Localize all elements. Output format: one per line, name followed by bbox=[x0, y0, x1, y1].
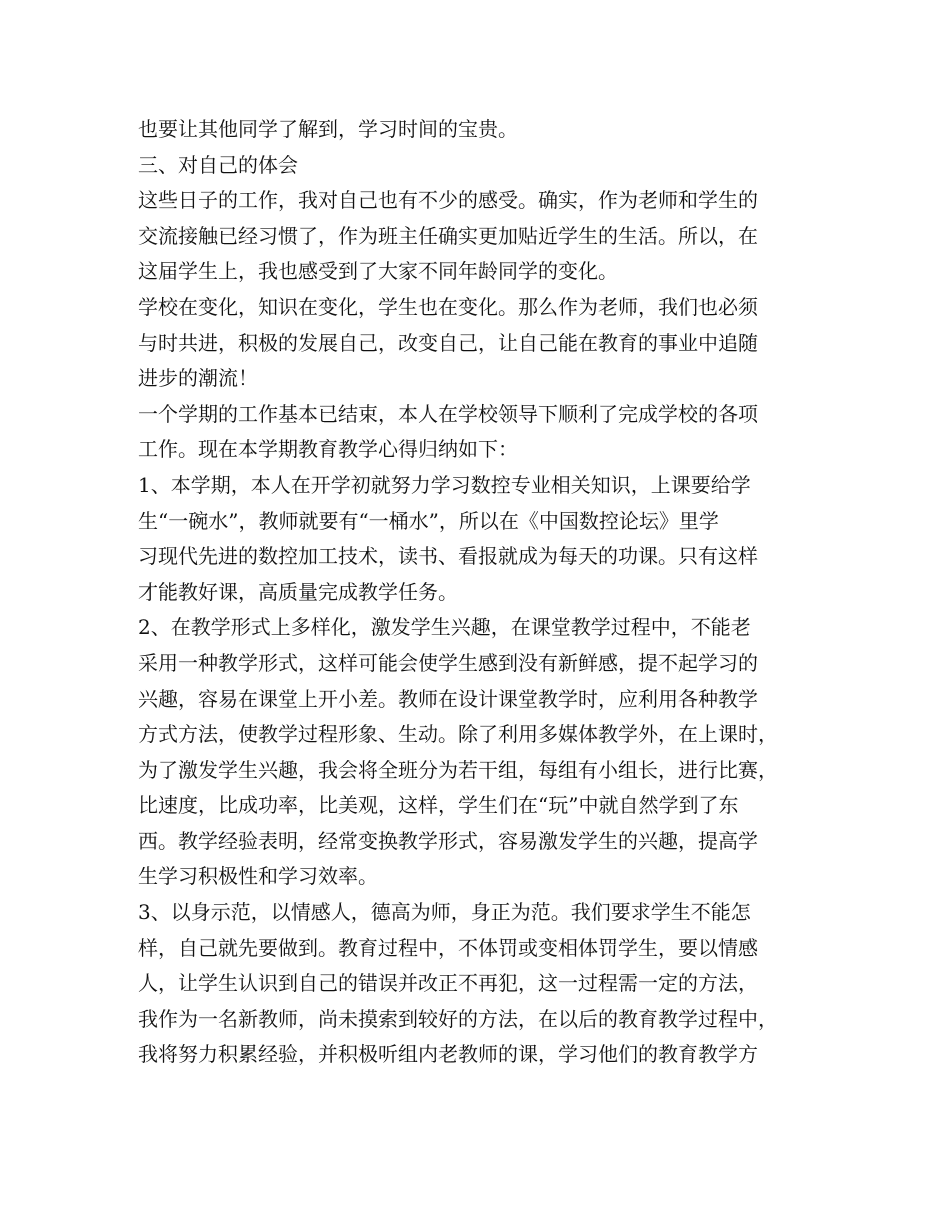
text-line: 人，让学生认识到自己的错误并改正不再犯，这一过程需一定的方法， bbox=[138, 971, 758, 996]
text-line: 也要让其他同学了解到，学习时间的宝贵。 bbox=[138, 117, 518, 141]
text-line: 兴趣，容易在课堂上开小差。教师在设计课堂教学时，应利用各种教学 bbox=[138, 686, 758, 711]
text-line: 采用一种教学形式，这样可能会使学生感到没有新鲜感，提不起学习的 bbox=[138, 650, 758, 675]
section-heading: 三、对自己的体会 bbox=[138, 152, 298, 177]
text-line: 我将努力积累经验，并积极听组内老教师的课，学习他们的教育教学方 bbox=[138, 1042, 758, 1067]
text-line: 工作。现在本学期教育教学心得归纳如下： bbox=[138, 437, 518, 462]
text-line: 习现代先进的数控加工技术，读书、看报就成为每天的功课。只有这样 bbox=[138, 544, 758, 569]
text-line: 这些日子的工作，我对自己也有不少的感受。确实，作为老师和学生的 bbox=[138, 188, 758, 213]
text-line: 一个学期的工作基本已结束，本人在学校领导下顺利了完成学校的各项 bbox=[138, 401, 758, 426]
text-line: 我作为一名新教师，尚未摸索到较好的方法，在以后的教育教学过程中， bbox=[138, 1006, 778, 1031]
text-line: 样，自己就先要做到。教育过程中，不体罚或变相体罚学生，要以情感 bbox=[138, 935, 758, 960]
text-line: 才能教好课，高质量完成教学任务。 bbox=[138, 579, 458, 604]
text-line: 与时共进，积极的发展自己，改变自己，让自己能在教育的事业中追随 bbox=[138, 330, 758, 355]
document-body bbox=[138, 112, 828, 1073]
text-line: 2、在教学形式上多样化，激发学生兴趣，在课堂教学过程中，不能老 bbox=[138, 615, 751, 640]
text-line: 西。教学经验表明，经常变换教学形式，容易激发学生的兴趣，提高学 bbox=[138, 828, 758, 853]
text-line: 为了激发学生兴趣，我会将全班分为若干组，每组有小组长，进行比赛， bbox=[138, 757, 778, 782]
text-line: 进步的潮流！ bbox=[138, 366, 258, 391]
text-line: 方式方法，使教学过程形象、生动。除了利用多媒体教学外，在上课时， bbox=[138, 722, 778, 747]
text-line: 生“一碗水”，教师就要有“一桶水”，所以在《中国数控论坛》里学 bbox=[138, 508, 719, 533]
text-line: 生学习积极性和学习效率。 bbox=[138, 864, 378, 889]
text-line: 这届学生上，我也感受到了大家不同年龄同学的变化。 bbox=[138, 259, 618, 284]
text-line: 1、本学期，本人在开学初就努力学习数控专业相关知识，上课要给学 bbox=[138, 472, 751, 497]
text-line: 交流接触已经习惯了，作为班主任确实更加贴近学生的生活。所以，在 bbox=[138, 223, 758, 248]
text-line: 学校在变化，知识在变化，学生也在变化。那么作为老师，我们也必须 bbox=[138, 294, 758, 319]
text-line: 3、以身示范，以情感人，德高为师，身正为范。我们要求学生不能怎 bbox=[138, 900, 751, 925]
text-line: 比速度，比成功率，比美观，这样，学生们在“玩”中就自然学到了东 bbox=[138, 793, 739, 818]
